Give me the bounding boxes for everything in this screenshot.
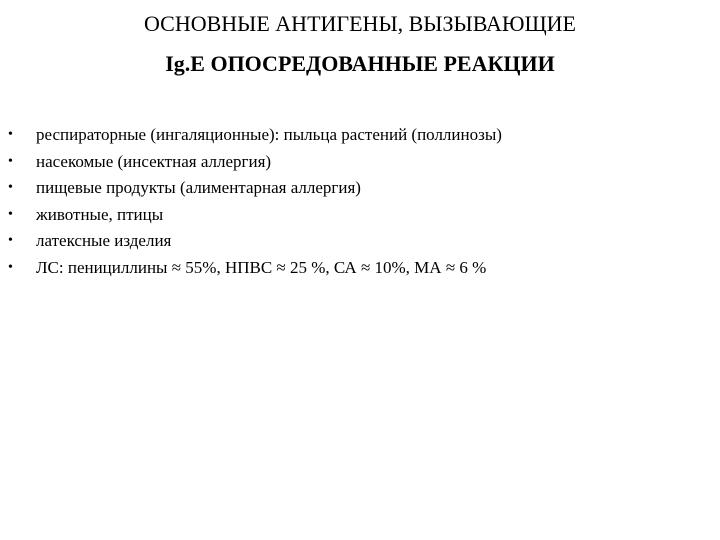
bullet-item-latex xyxy=(0,228,720,255)
bullet-text: животные, птицы xyxy=(36,204,164,224)
bullet-item-drugs xyxy=(0,255,720,282)
slide-title xyxy=(0,4,720,84)
bullet-item-insects xyxy=(0,149,720,176)
bullet-text: латексные изделия xyxy=(36,231,172,250)
bullet-item-respiratory xyxy=(0,122,720,149)
bullet-marker-icon: • xyxy=(8,127,13,142)
bullet-list xyxy=(0,122,720,281)
bullet-marker-icon: • xyxy=(8,206,13,222)
bullet-item-food xyxy=(0,175,720,202)
title-line-1: ОСНОВНЫЕ АНТИГЕНЫ, ВЫЗЫВАЮЩИЕ xyxy=(144,11,576,36)
bullet-text: ЛС: пенициллины ≈ 55%, НПВС ≈ 25 %, СА ≈ 10%, МА ≈ 6 % xyxy=(36,257,487,277)
bullet-marker-icon: • xyxy=(8,233,13,248)
bullet-text: пищевые продукты (алиментарная аллергия) xyxy=(36,178,361,197)
bullet-text: респираторные (ингаляционные): пыльца растений (поллинозы) xyxy=(36,125,502,144)
bullet-marker-icon: • xyxy=(8,259,13,275)
bullet-marker-icon: • xyxy=(8,180,13,195)
bullet-item-animals xyxy=(0,202,720,229)
title-line-2: Ig.E ОПОСРЕДОВАННЫЕ РЕАКЦИИ xyxy=(165,51,555,76)
bullet-text: насекомые (инсектная аллергия) xyxy=(36,151,272,171)
bullet-marker-icon: • xyxy=(8,153,13,169)
